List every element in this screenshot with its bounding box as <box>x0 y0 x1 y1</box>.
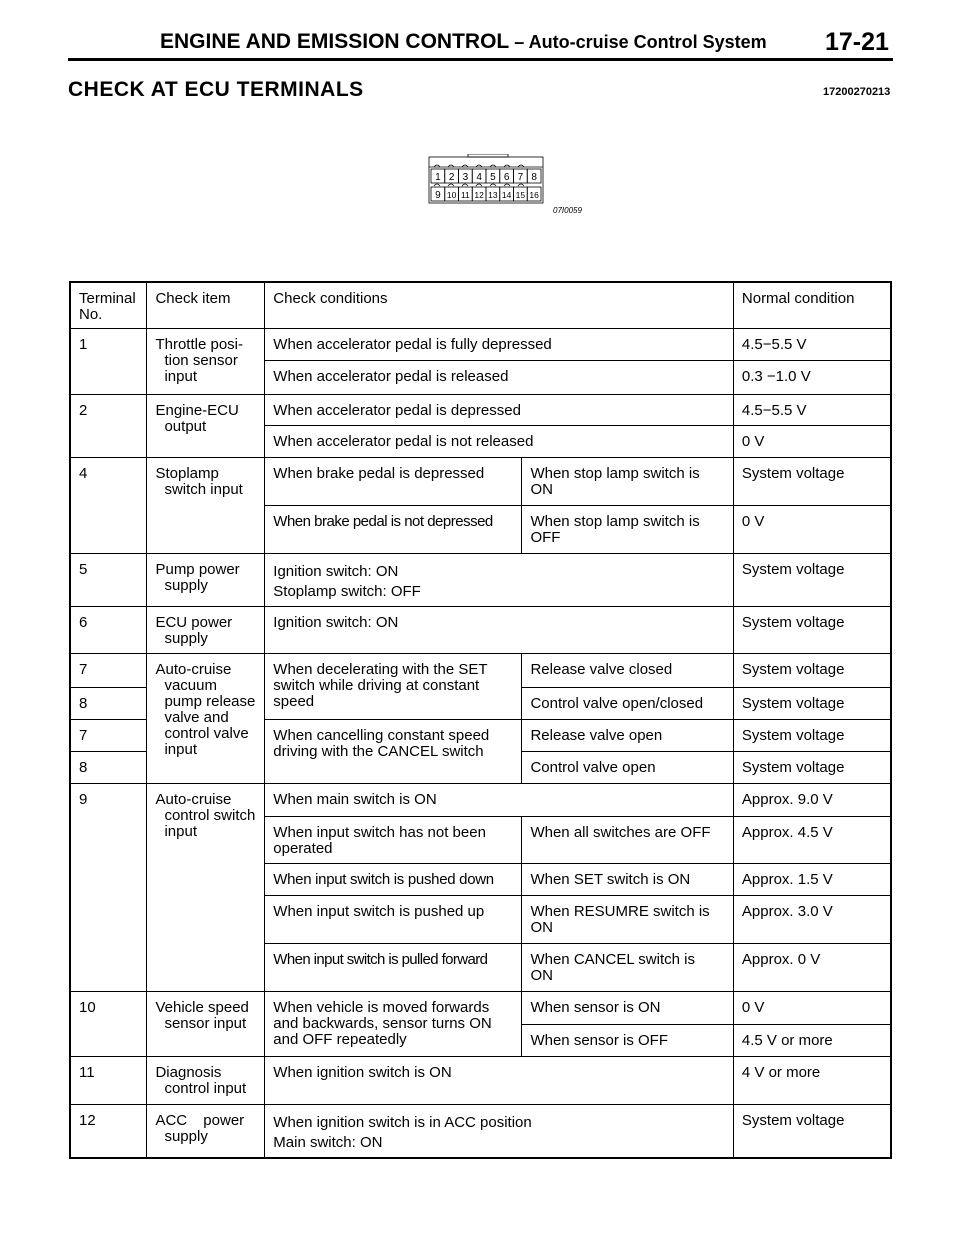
header-check-item: Check item <box>147 282 265 328</box>
check-item: Auto-cruise vacuum pump release valve and control valve input <box>147 653 265 783</box>
connector-pin-label: 11 <box>460 190 470 200</box>
table-row <box>70 328 891 360</box>
terminal-no: 12 <box>70 1104 147 1158</box>
check-condition: When input switch is pulled forward <box>265 943 522 991</box>
connector-pin-label: 14 <box>501 190 512 200</box>
table-row <box>70 553 891 606</box>
check-condition: Ignition switch: ON <box>265 606 734 653</box>
terminal-no: 11 <box>70 1056 147 1104</box>
connector-pin-label: 12 <box>474 190 484 200</box>
connector-lock-tab <box>468 154 508 157</box>
table-row <box>70 394 891 425</box>
check-condition: When accelerator pedal is not released <box>265 425 734 457</box>
check-condition: When accelerator pedal is fully depressed <box>265 328 734 360</box>
normal-value: Approx. 0 V <box>733 943 891 991</box>
normal-value: System voltage <box>733 1104 891 1158</box>
check-sub-condition: When stop lamp switch is ON <box>522 457 733 505</box>
check-sub-condition: When all switches are OFF <box>522 816 733 863</box>
connector-pin-label: 4 <box>476 172 482 183</box>
terminal-no: 6 <box>70 606 147 653</box>
check-condition: When ignition switch is ON <box>265 1056 734 1104</box>
terminal-no: 5 <box>70 553 147 606</box>
check-sub-condition: When CANCEL switch is ON <box>522 943 733 991</box>
normal-value: System voltage <box>733 687 891 719</box>
check-condition: When vehicle is moved forwards and backwards, sensor turns ON and OFF repeatedly <box>265 991 522 1056</box>
normal-value: 4 V or more <box>733 1056 891 1104</box>
table-row <box>70 653 891 687</box>
terminal-no: 2 <box>70 394 147 457</box>
connector-pin-label: 7 <box>517 172 524 183</box>
header-subsection: Auto-cruise Control System <box>528 32 767 52</box>
header-check-conditions: Check conditions <box>265 282 734 328</box>
check-condition: When accelerator pedal is released <box>265 360 734 394</box>
terminal-no: 8 <box>70 687 147 719</box>
terminal-no: 7 <box>70 719 147 751</box>
normal-value: System voltage <box>733 553 891 606</box>
check-item: Engine-ECU output <box>147 394 265 457</box>
header-normal-condition: Normal condition <box>733 282 891 328</box>
check-sub-condition: When sensor is ON <box>522 991 733 1024</box>
check-condition: When cancelling constant speed driving with the CANCEL switch <box>265 719 522 783</box>
figure-code: 07I0059 <box>553 206 582 215</box>
check-condition: When decelerating with the SET switch while driving at constant speed <box>265 653 522 719</box>
connector-pin-label: 16 <box>529 190 539 200</box>
table-row <box>70 457 891 505</box>
normal-value: 0.3 −1.0 V <box>733 360 891 394</box>
normal-value: System voltage <box>733 653 891 687</box>
table-row <box>70 1104 891 1158</box>
header-rule <box>68 58 893 61</box>
header-section: ENGINE AND EMISSION CONTROL <box>160 30 510 53</box>
terminal-no: 4 <box>70 457 147 553</box>
normal-value: Approx. 4.5 V <box>733 816 891 863</box>
terminal-no: 1 <box>70 328 147 394</box>
normal-value: 4.5−5.5 V <box>733 394 891 425</box>
connector-pin-label: 10 <box>446 190 457 200</box>
table-row <box>70 606 891 653</box>
check-sub-condition: When sensor is OFF <box>522 1024 733 1056</box>
normal-value: 0 V <box>733 505 891 553</box>
table-row <box>70 991 891 1024</box>
check-condition: When brake pedal is not depressed <box>265 505 522 553</box>
check-item: Throttle posi- tion sensor input <box>147 328 265 394</box>
connector-pin-label: 15 <box>515 190 526 200</box>
normal-value: Approx. 9.0 V <box>733 783 891 816</box>
check-item: ACC power supply <box>147 1104 265 1158</box>
connector-pin-label: 8 <box>531 172 537 183</box>
normal-value: Approx. 1.5 V <box>733 863 891 895</box>
section-title: CHECK AT ECU TERMINALS <box>68 78 364 101</box>
check-sub-condition: When SET switch is ON <box>522 863 733 895</box>
normal-value: System voltage <box>733 719 891 751</box>
table-row <box>70 1056 891 1104</box>
header-terminal-no: Terminal No. <box>70 282 147 328</box>
terminal-no: 9 <box>70 783 147 991</box>
check-condition: When input switch is pushed up <box>265 895 522 943</box>
check-sub-condition: Release valve open <box>522 719 733 751</box>
terminal-no: 10 <box>70 991 147 1056</box>
table-row <box>70 783 891 816</box>
normal-value: Approx. 3.0 V <box>733 895 891 943</box>
check-sub-condition: When RESUMRE switch is ON <box>522 895 733 943</box>
check-item: Vehicle speed sensor input <box>147 991 265 1056</box>
check-sub-condition: Control valve open/closed <box>522 687 733 719</box>
normal-value: 4.5 V or more <box>733 1024 891 1056</box>
connector-pin-label: 1 <box>435 172 441 183</box>
check-item: Diagnosis control input <box>147 1056 265 1104</box>
check-condition: When accelerator pedal is depressed <box>265 394 734 425</box>
normal-value: 0 V <box>733 425 891 457</box>
header-dash: – <box>509 32 529 52</box>
connector-pin-label: 9 <box>435 190 441 201</box>
check-item: Stoplamp switch input <box>147 457 265 553</box>
check-sub-condition: Release valve closed <box>522 653 733 687</box>
check-condition: When brake pedal is depressed <box>265 457 522 505</box>
normal-value: 4.5−5.5 V <box>733 328 891 360</box>
document-code: 17200270213 <box>823 86 891 98</box>
terminal-no: 8 <box>70 751 147 783</box>
normal-value: System voltage <box>733 457 891 505</box>
table-header-row <box>70 282 891 328</box>
normal-value: System voltage <box>733 606 891 653</box>
check-sub-condition: Control valve open <box>522 751 733 783</box>
connector-pin-label: 13 <box>488 190 498 200</box>
check-condition: When input switch has not been operated <box>265 816 522 863</box>
check-item: Auto-cruise control switch input <box>147 783 265 991</box>
connector-pin-label: 3 <box>462 172 469 183</box>
check-condition: When ignition switch is in ACC position Main switch: ON <box>265 1104 734 1158</box>
connector-pin-label: 2 <box>448 172 455 183</box>
check-sub-condition: When stop lamp switch is OFF <box>522 505 733 553</box>
ecu-terminal-table <box>69 281 892 1159</box>
normal-value: System voltage <box>733 751 891 783</box>
normal-value: 0 V <box>733 991 891 1024</box>
page-number: 17-21 <box>825 28 889 56</box>
connector-diagram <box>426 154 548 206</box>
page-header <box>160 30 767 54</box>
connector-pin-label: 5 <box>490 172 496 183</box>
connector-pin-label: 6 <box>503 172 510 183</box>
check-item: Pump power supply <box>147 553 265 606</box>
check-condition: When input switch is pushed down <box>265 863 522 895</box>
check-condition: Ignition switch: ON Stoplamp switch: OFF <box>265 553 734 606</box>
terminal-no: 7 <box>70 653 147 687</box>
check-item: ECU power supply <box>147 606 265 653</box>
check-condition: When main switch is ON <box>265 783 734 816</box>
